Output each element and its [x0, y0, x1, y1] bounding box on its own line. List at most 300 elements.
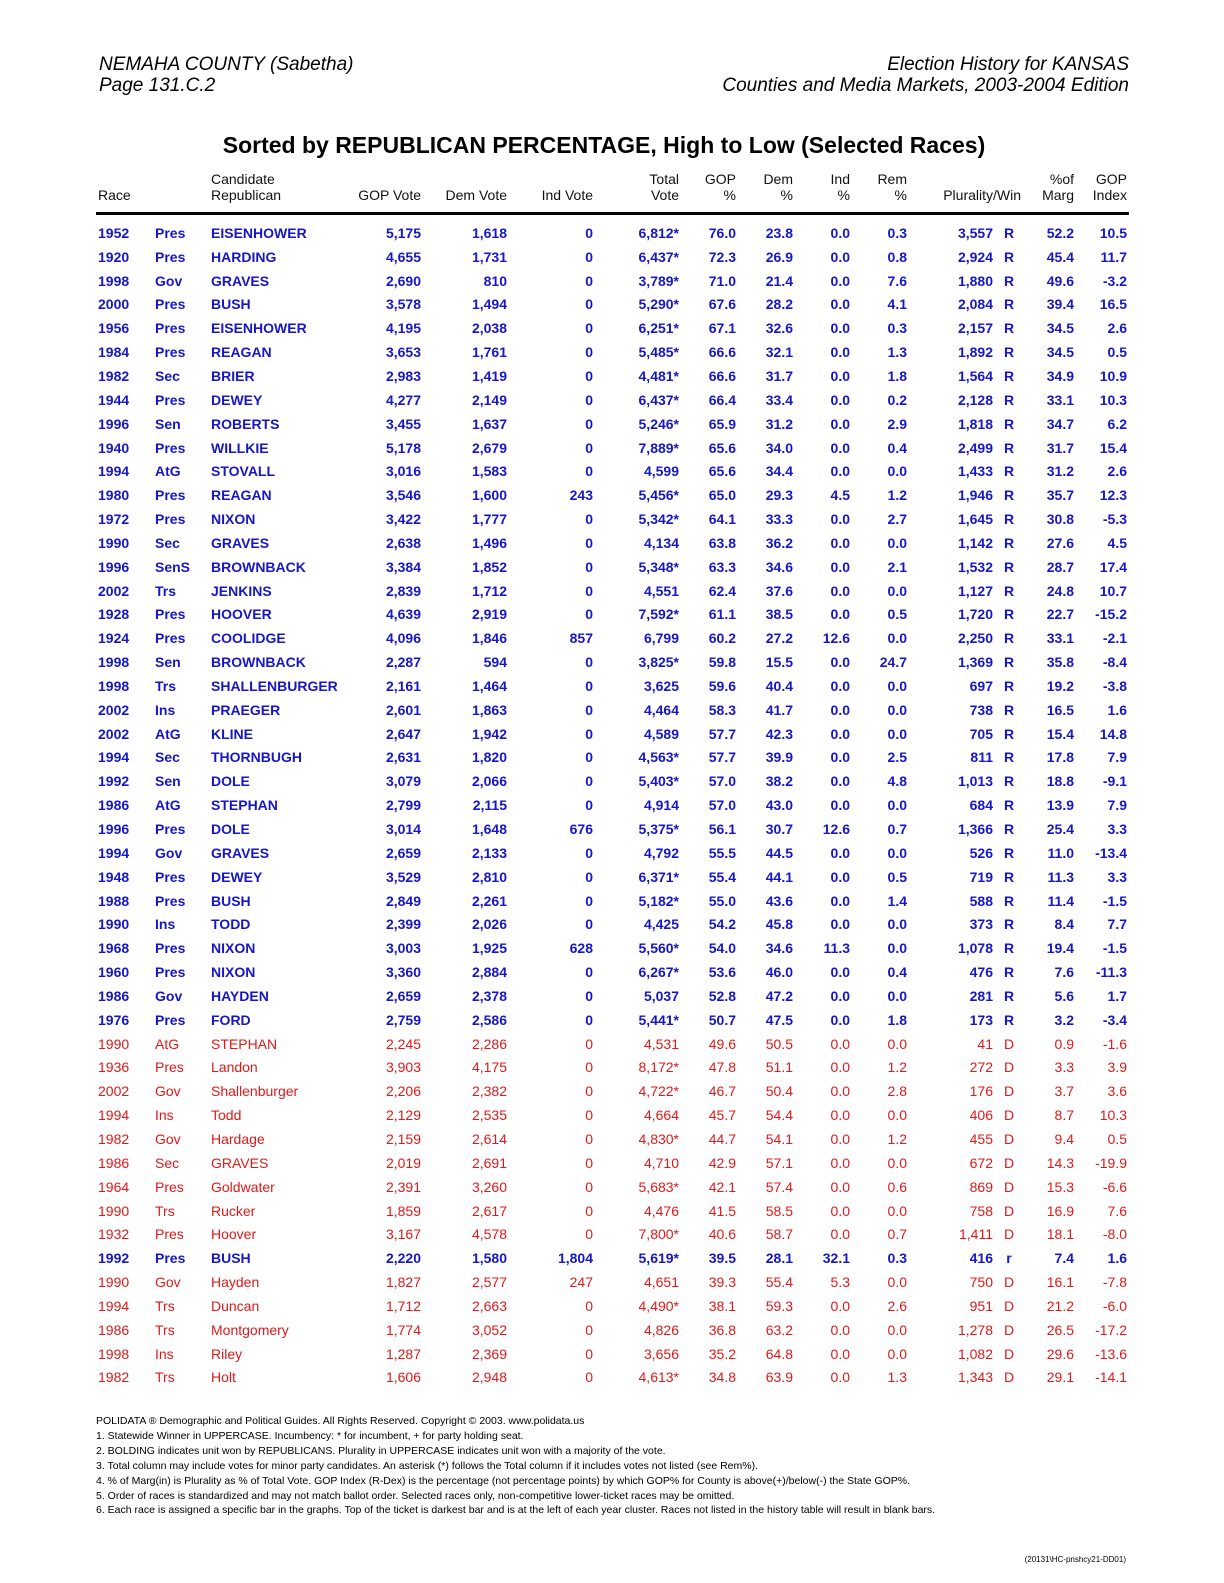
- cell-year: 1990: [98, 916, 130, 933]
- cell-gp: 64.1: [708, 511, 736, 528]
- copyright-note: POLIDATA ® Demographic and Political Guides. All Rights Reserved. Copyright © 2003. www.polidata.us: [96, 1415, 585, 1427]
- cell-race: Gov: [155, 272, 183, 289]
- cell-plur: 738: [969, 701, 993, 718]
- cell-gop: 2,647: [385, 725, 421, 742]
- cell-win: R: [1003, 248, 1015, 265]
- cell-plur: 2,128: [957, 391, 993, 408]
- cell-race: Pres: [155, 1178, 184, 1195]
- table-row: [96, 1366, 1129, 1390]
- cell-ind: 0: [585, 391, 593, 408]
- cell-dp: 31.2: [765, 415, 793, 432]
- cell-gp: 40.6: [708, 1226, 736, 1243]
- cell-year: 1990: [98, 534, 130, 551]
- cell-plur: 811: [970, 749, 993, 766]
- cell-year: 1996: [98, 558, 130, 575]
- cell-marg: 9.4: [1054, 1130, 1075, 1147]
- cell-win: R: [1003, 511, 1015, 528]
- table-row: [96, 214, 1129, 245]
- cell-idx: 10.9: [1099, 367, 1128, 384]
- cell-dp: 34.0: [765, 439, 793, 456]
- cell-cand: STEPHAN: [211, 1035, 278, 1052]
- cell-race: Pres: [155, 1011, 186, 1028]
- cell-year: 1994: [98, 1107, 130, 1124]
- cell-marg: 18.1: [1046, 1226, 1075, 1243]
- cell-race: Sec: [155, 1154, 180, 1171]
- cell-total: 6,812*: [638, 224, 679, 241]
- cell-plur: 1,369: [957, 654, 993, 671]
- cell-rp: 1.2: [887, 487, 907, 504]
- cell-cand: Hoover: [211, 1226, 257, 1243]
- cell-dp: 46.0: [765, 964, 793, 981]
- cell-cand: REAGAN: [211, 487, 272, 504]
- cell-cand: Todd: [211, 1107, 242, 1124]
- cell-plur: 173: [969, 1011, 993, 1028]
- cell-ind: 0: [585, 844, 593, 861]
- table-row: [96, 650, 1129, 674]
- cell-dem: 810: [483, 272, 507, 289]
- cell-win: D: [1003, 1059, 1015, 1076]
- cell-gp: 63.3: [708, 558, 736, 575]
- cell-cand: GRAVES: [211, 272, 270, 289]
- cell-dp: 44.1: [765, 868, 793, 885]
- cell-dp: 33.4: [765, 391, 793, 408]
- cell-gop: 2,245: [385, 1035, 421, 1052]
- cell-ip: 4.5: [830, 487, 850, 504]
- cell-plur: 684: [969, 797, 993, 814]
- cell-dem: 2,382: [471, 1083, 507, 1100]
- cell-win: R: [1003, 344, 1015, 361]
- cell-ind: 0: [585, 606, 593, 623]
- col-ind-pct: Ind %: [795, 171, 852, 214]
- cell-gop: 1,827: [385, 1274, 421, 1291]
- cell-plur: 406: [969, 1107, 993, 1124]
- cell-gop: 3,014: [385, 821, 421, 838]
- cell-ind: 0: [585, 1345, 593, 1362]
- table-row: [96, 817, 1129, 841]
- cell-dp: 58.5: [765, 1202, 793, 1219]
- cell-race: Gov: [155, 1274, 181, 1291]
- cell-plur: 588: [969, 892, 993, 909]
- cell-cand: COOLIDGE: [211, 630, 286, 647]
- cell-gp: 50.7: [708, 1011, 736, 1028]
- cell-win: r: [1006, 1250, 1012, 1267]
- cell-ind: 247: [569, 1274, 593, 1291]
- cell-dp: 38.5: [765, 606, 793, 623]
- cell-year: 1986: [98, 987, 130, 1004]
- cell-cand: EISENHOWER: [211, 224, 307, 241]
- cell-gop: 1,712: [385, 1297, 421, 1314]
- cell-dem: 2,378: [471, 987, 507, 1004]
- cell-race: Sec: [155, 534, 180, 551]
- cell-ind: 0: [585, 773, 593, 790]
- table-row: [96, 340, 1129, 364]
- cell-dem: 1,820: [471, 749, 507, 766]
- cell-total: 4,531: [643, 1035, 679, 1052]
- cell-total: 3,625: [643, 677, 679, 694]
- cell-dp: 21.4: [765, 272, 793, 289]
- cell-gp: 65.6: [708, 463, 736, 480]
- cell-dp: 54.1: [765, 1130, 793, 1147]
- cell-dp: 59.3: [765, 1297, 793, 1314]
- cell-gp: 35.2: [708, 1345, 736, 1362]
- cell-gop: 2,659: [385, 844, 421, 861]
- cell-win: D: [1003, 1345, 1015, 1362]
- cell-year: 1994: [98, 463, 130, 480]
- cell-total: 4,589: [643, 725, 679, 742]
- cell-gop: 2,690: [385, 272, 421, 289]
- cell-race: Pres: [155, 391, 186, 408]
- table-row: [96, 960, 1129, 984]
- cell-cand: GRAVES: [211, 534, 270, 551]
- cell-dem: 2,617: [471, 1202, 507, 1219]
- cell-ind: 0: [585, 1369, 593, 1386]
- cell-year: 1986: [98, 1154, 130, 1171]
- cell-gop: 2,631: [385, 749, 421, 766]
- cell-cand: WILLKIE: [211, 439, 269, 456]
- cell-cand: HOOVER: [211, 606, 272, 623]
- cell-plur: 1,433: [957, 463, 993, 480]
- cell-race: Trs: [155, 1297, 175, 1314]
- cell-plur: 758: [969, 1202, 993, 1219]
- cell-ind: 0: [585, 797, 593, 814]
- cell-ind: 676: [569, 821, 593, 838]
- cell-rp: 0.2: [887, 391, 907, 408]
- cell-rp: 0.0: [887, 1107, 907, 1124]
- cell-dem: 1,600: [471, 487, 507, 504]
- cell-marg: 39.4: [1046, 296, 1075, 313]
- cell-race: Sen: [155, 415, 181, 432]
- cell-ind: 0: [585, 439, 593, 456]
- cell-rp: 0.3: [887, 1250, 907, 1267]
- cell-idx: 15.4: [1099, 439, 1128, 456]
- cell-cand: PRAEGER: [211, 701, 281, 718]
- cell-ip: 0.0: [830, 868, 850, 885]
- cell-dp: 40.4: [765, 677, 793, 694]
- cell-gop: 2,019: [385, 1154, 421, 1171]
- cell-rp: 0.5: [887, 868, 907, 885]
- cell-dp: 27.2: [765, 630, 793, 647]
- cell-gop: 4,655: [385, 248, 421, 265]
- cell-ip: 0.0: [830, 892, 850, 909]
- cell-dem: 2,586: [471, 1011, 507, 1028]
- cell-dem: 1,731: [471, 248, 507, 265]
- cell-cand: JENKINS: [211, 582, 272, 599]
- cell-ind: 0: [585, 916, 593, 933]
- table-row: [96, 984, 1129, 1008]
- cell-total: 4,464: [643, 701, 679, 718]
- cell-gp: 36.8: [708, 1321, 736, 1338]
- cell-rp: 0.0: [887, 463, 907, 480]
- cell-ind: 0: [585, 725, 593, 742]
- cell-win: R: [1003, 487, 1015, 504]
- cell-year: 1990: [98, 1035, 130, 1052]
- cell-win: R: [1003, 415, 1015, 432]
- cell-race: Pres: [155, 868, 186, 885]
- cell-gp: 59.6: [708, 677, 736, 694]
- cell-cand: DEWEY: [211, 391, 263, 408]
- cell-marg: 11.0: [1047, 844, 1075, 861]
- cell-total: 5,403*: [638, 773, 679, 790]
- cell-gop: 2,129: [385, 1107, 421, 1124]
- cell-ind: 0: [585, 463, 593, 480]
- cell-gp: 56.1: [708, 821, 736, 838]
- edition-subtitle: Counties and Media Markets, 2003-2004 Edition: [722, 75, 1129, 96]
- cell-idx: -7.8: [1102, 1274, 1128, 1291]
- cell-dp: 26.9: [765, 248, 793, 265]
- cell-idx: -1.5: [1102, 940, 1128, 957]
- cell-plur: 476: [969, 964, 993, 981]
- cell-gop: 3,546: [385, 487, 421, 504]
- cell-rp: 1.3: [887, 344, 907, 361]
- cell-cand: DOLE: [211, 821, 250, 838]
- cell-total: 4,830*: [638, 1130, 679, 1147]
- cell-total: 3,789*: [638, 272, 679, 289]
- cell-cand: NIXON: [211, 940, 256, 957]
- cell-idx: 1.7: [1107, 987, 1128, 1004]
- cell-cand: Duncan: [211, 1297, 260, 1314]
- cell-gop: 3,653: [385, 344, 421, 361]
- cell-ip: 0.0: [830, 296, 850, 313]
- cell-gp: 63.8: [708, 534, 736, 551]
- cell-dem: 2,691: [471, 1154, 507, 1171]
- cell-rp: 0.0: [887, 1274, 907, 1291]
- cell-gp: 55.0: [708, 892, 736, 909]
- cell-ip: 0.0: [830, 725, 850, 742]
- cell-cand: Holt: [211, 1369, 236, 1386]
- cell-gop: 3,003: [385, 940, 421, 957]
- cell-idx: -1.5: [1102, 892, 1128, 909]
- table-row: [96, 1079, 1129, 1103]
- cell-gop: 1,287: [385, 1345, 421, 1362]
- table-row: [96, 459, 1129, 483]
- cell-total: 4,664: [643, 1107, 679, 1124]
- cell-plur: 272: [969, 1059, 993, 1076]
- cell-cand: BUSH: [211, 1250, 251, 1267]
- cell-cand: BUSH: [211, 296, 251, 313]
- cell-gp: 66.4: [708, 391, 736, 408]
- cell-rp: 1.8: [887, 367, 907, 384]
- cell-gp: 55.5: [708, 844, 736, 861]
- cell-dem: 4,175: [471, 1059, 507, 1076]
- table-row: [96, 698, 1129, 722]
- cell-ind: 0: [585, 701, 593, 718]
- cell-idx: -17.2: [1095, 1321, 1128, 1338]
- cell-total: 4,425: [643, 916, 679, 933]
- cell-plur: 1,411: [959, 1226, 993, 1243]
- cell-gop: 2,287: [385, 654, 421, 671]
- cell-ind: 0: [585, 320, 593, 337]
- cell-dp: 43.0: [765, 797, 793, 814]
- cell-ind: 0: [585, 511, 593, 528]
- cell-cand: HARDING: [211, 248, 277, 265]
- cell-gp: 39.3: [708, 1274, 736, 1291]
- cell-plur: 697: [969, 677, 993, 694]
- table-row: [96, 603, 1129, 627]
- cell-gp: 39.5: [708, 1250, 736, 1267]
- cell-gp: 71.0: [708, 272, 736, 289]
- cell-rp: 0.0: [887, 1035, 907, 1052]
- cell-dem: 1,863: [471, 701, 507, 718]
- cell-gop: 3,384: [385, 558, 421, 575]
- cell-gp: 76.0: [708, 224, 736, 241]
- cell-ip: 0.0: [830, 773, 850, 790]
- cell-dp: 15.5: [765, 654, 793, 671]
- cell-race: Gov: [155, 1083, 181, 1100]
- cell-year: 1982: [98, 1369, 130, 1386]
- cell-dem: 2,535: [471, 1107, 507, 1124]
- cell-year: 1932: [98, 1226, 130, 1243]
- cell-year: 1996: [98, 415, 130, 432]
- table-row: [96, 936, 1129, 960]
- cell-cand: HAYDEN: [211, 987, 269, 1004]
- cell-gp: 34.8: [708, 1369, 736, 1386]
- cell-total: 4,551: [643, 582, 679, 599]
- table-row: [96, 1127, 1129, 1151]
- cell-ip: 0.0: [830, 272, 850, 289]
- cell-ind: 0: [585, 892, 593, 909]
- cell-dem: 1,846: [471, 630, 507, 647]
- cell-marg: 35.8: [1046, 654, 1075, 671]
- cell-year: 1996: [98, 821, 130, 838]
- cell-race: Sen: [155, 654, 181, 671]
- cell-idx: 10.5: [1099, 224, 1128, 241]
- cell-gop: 3,529: [385, 868, 421, 885]
- cell-dem: 1,464: [471, 677, 507, 694]
- cell-marg: 15.4: [1046, 725, 1075, 742]
- cell-gp: 42.9: [708, 1154, 736, 1171]
- cell-year: 1988: [98, 892, 130, 909]
- cell-race: Pres: [155, 892, 186, 909]
- table-row: [96, 793, 1129, 817]
- table-row: [96, 531, 1129, 555]
- table-row: [96, 1294, 1129, 1318]
- cell-total: 4,722*: [638, 1083, 679, 1100]
- cell-ip: 0.0: [830, 534, 850, 551]
- table-row: [96, 722, 1129, 746]
- cell-idx: 7.9: [1107, 749, 1128, 766]
- cell-plur: 1,818: [957, 415, 993, 432]
- cell-plur: 281: [969, 987, 993, 1004]
- table-body: [96, 214, 1129, 1390]
- cell-gop: 2,983: [385, 367, 421, 384]
- cell-marg: 22.7: [1046, 606, 1075, 623]
- cell-cand: NIXON: [211, 964, 256, 981]
- cell-dp: 38.2: [765, 773, 793, 790]
- cell-gop: 2,161: [385, 677, 421, 694]
- cell-plur: 672: [969, 1154, 993, 1171]
- cell-plur: 526: [969, 844, 993, 861]
- cell-ip: 0.0: [830, 749, 850, 766]
- cell-dp: 43.6: [765, 892, 793, 909]
- footnote-1: 1. Statewide Winner in UPPERCASE. Incumbency: * for incumbent, + for party holding seat.: [96, 1429, 524, 1442]
- cell-total: 6,251*: [638, 320, 679, 337]
- cell-dp: 41.7: [765, 701, 793, 718]
- cell-win: R: [1003, 630, 1015, 647]
- page-title: Sorted by REPUBLICAN PERCENTAGE, High to Low (Selected Races): [222, 132, 986, 158]
- cell-rp: 0.4: [887, 439, 907, 456]
- cell-gop: 3,422: [385, 511, 421, 528]
- cell-ind: 857: [569, 630, 593, 647]
- cell-gp: 49.6: [708, 1035, 736, 1052]
- cell-race: Gov: [155, 844, 183, 861]
- cell-dp: 30.7: [765, 821, 793, 838]
- cell-marg: 8.4: [1054, 916, 1075, 933]
- cell-idx: 7.9: [1107, 797, 1128, 814]
- cell-dem: 2,369: [471, 1345, 507, 1362]
- cell-year: 1924: [98, 630, 130, 647]
- cell-win: R: [1003, 558, 1015, 575]
- cell-win: D: [1003, 1035, 1015, 1052]
- cell-gop: 2,391: [385, 1178, 421, 1195]
- cell-dem: 2,810: [471, 868, 507, 885]
- cell-dp: 63.2: [765, 1321, 793, 1338]
- cell-year: 1944: [98, 391, 130, 408]
- cell-dem: 2,066: [471, 773, 507, 790]
- cell-ind: 0: [585, 1226, 593, 1243]
- cell-cand: Shallenburger: [211, 1083, 299, 1100]
- cell-year: 2002: [98, 725, 130, 742]
- cell-ind: 0: [585, 749, 593, 766]
- cell-ip: 0.0: [830, 367, 850, 384]
- cell-win: R: [1003, 606, 1015, 623]
- cell-marg: 33.1: [1046, 391, 1075, 408]
- cell-plur: 2,084: [957, 296, 993, 313]
- col-rem-pct: Rem %: [852, 171, 909, 214]
- cell-plur: 41: [977, 1035, 993, 1052]
- cell-marg: 11.4: [1047, 892, 1075, 909]
- cell-rp: 2.9: [887, 415, 907, 432]
- cell-win: R: [1003, 868, 1015, 885]
- cell-gop: 3,455: [385, 415, 421, 432]
- cell-race: Pres: [155, 1226, 184, 1243]
- cell-marg: 29.6: [1046, 1345, 1075, 1362]
- cell-ip: 0.0: [830, 964, 850, 981]
- cell-marg: 34.7: [1046, 415, 1075, 432]
- cell-race: Sec: [155, 749, 180, 766]
- cell-gop: 1,606: [385, 1369, 421, 1386]
- table-row: [96, 626, 1129, 650]
- cell-total: 5,619*: [638, 1250, 679, 1267]
- cell-idx: -11.3: [1095, 964, 1128, 981]
- cell-dp: 63.9: [765, 1369, 793, 1386]
- cell-cand: Hayden: [211, 1274, 260, 1291]
- cell-marg: 52.2: [1046, 224, 1075, 241]
- cell-rp: 0.3: [887, 224, 907, 241]
- cell-gop: 4,195: [385, 320, 421, 337]
- cell-win: D: [1003, 1130, 1015, 1147]
- cell-win: D: [1003, 1083, 1015, 1100]
- cell-rp: 0.0: [887, 701, 907, 718]
- cell-total: 6,799: [643, 630, 679, 647]
- cell-win: D: [1003, 1202, 1015, 1219]
- cell-plur: 1,082: [957, 1345, 993, 1362]
- footnote-6: 6. Each race is assigned a specific bar in the graphs. Top of the ticket is darkest bar and is at the left of each year cluster. Races not listed in the history table will result in blank bars.: [96, 1504, 936, 1517]
- cell-gp: 62.4: [708, 582, 736, 599]
- cell-ind: 0: [585, 582, 593, 599]
- cell-gp: 38.1: [708, 1297, 736, 1314]
- cell-year: 1992: [98, 773, 130, 790]
- cell-race: SenS: [155, 558, 191, 575]
- cell-dp: 50.4: [765, 1083, 793, 1100]
- cell-idx: 7.6: [1107, 1202, 1128, 1219]
- cell-idx: 1.6: [1107, 1250, 1128, 1267]
- cell-total: 7,889*: [638, 439, 679, 456]
- cell-marg: 28.7: [1046, 558, 1075, 575]
- cell-race: Ins: [155, 1107, 174, 1124]
- cell-gop: 2,849: [385, 892, 421, 909]
- cell-ip: 0.0: [830, 1059, 850, 1076]
- footnotes: [96, 1414, 1126, 1518]
